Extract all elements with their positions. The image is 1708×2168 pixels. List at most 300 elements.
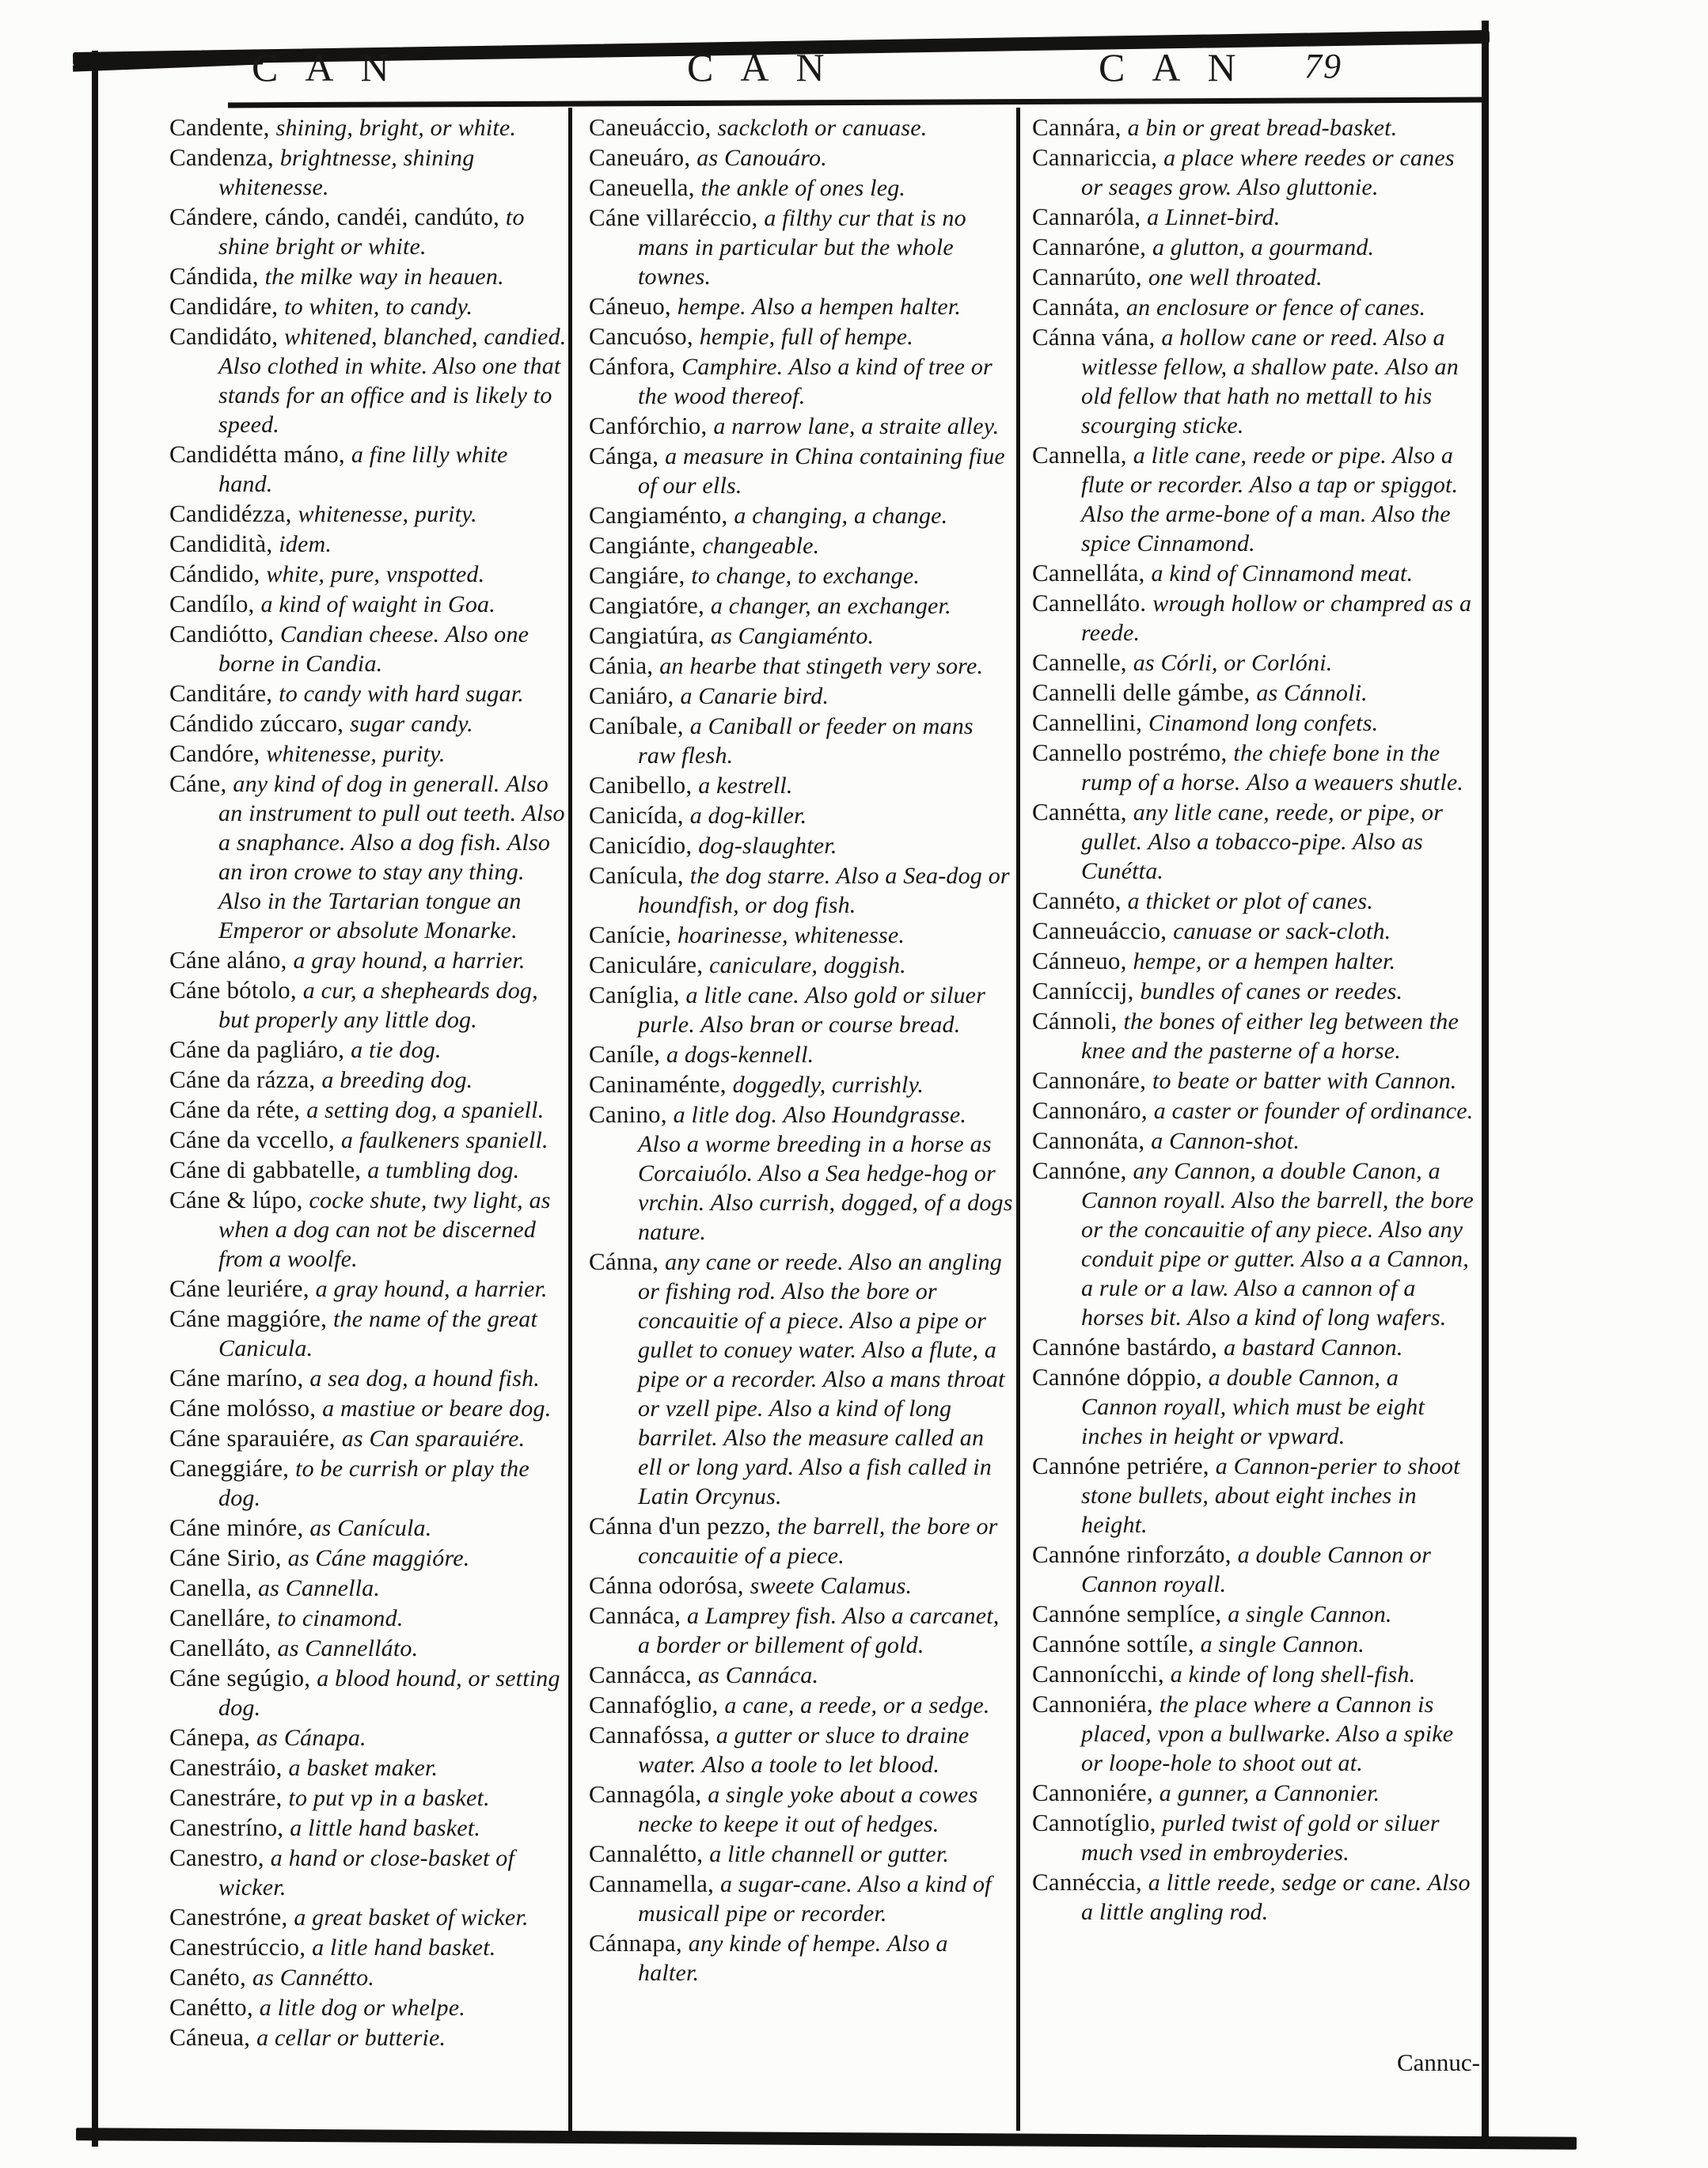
entry-definition: white, pure, vnspotted.: [266, 561, 485, 587]
entry-definition: a gray hound, a harrier.: [315, 1276, 548, 1302]
header-rule: [228, 97, 1483, 108]
dictionary-entry: [1032, 797, 1480, 886]
entry-headword: Cannarúto,: [1032, 263, 1148, 290]
dictionary-entry: [169, 1423, 567, 1453]
entry-definition: the dog starre. Also a Sea-dog or houndfish, or dog fish.: [638, 863, 1010, 918]
entry-definition: as Cannella.: [257, 1575, 381, 1601]
entry-headword: Cánia,: [589, 651, 660, 679]
entry-headword: Cannaróne,: [1032, 233, 1152, 260]
dictionary-entry: [169, 589, 567, 619]
entry-definition: a kinde of long shell-fish.: [1170, 1661, 1416, 1688]
entry-headword: Cannáca,: [589, 1601, 688, 1629]
entry-headword: Cánga,: [589, 442, 666, 469]
entry-headword: Cannóne,: [1032, 1156, 1133, 1184]
dictionary-entry: [169, 559, 567, 589]
dictionary-entry: [169, 1843, 567, 1902]
dictionary-entry: [169, 678, 567, 708]
entry-definition: the place where a Cannon is placed, vpon a bullwarke. Also a spike or loope-hole to shoot out at.: [1081, 1691, 1454, 1776]
dictionary-entry: [589, 1690, 1013, 1720]
entry-headword: Canditáre,: [169, 679, 279, 707]
entry-definition: a blood hound, or setting dog.: [218, 1665, 560, 1721]
dictionary-entry: [169, 975, 567, 1035]
entry-headword: Cáne leuriére,: [169, 1274, 316, 1302]
page-number: 79: [1304, 47, 1342, 85]
page-border-right: [1482, 21, 1489, 2147]
entry-headword: Cannóne semplíce,: [1032, 1600, 1228, 1627]
dictionary-entry: [589, 441, 1013, 500]
entry-definition: the chiefe bone in the rump of a horse. Also a weauers shutle.: [1081, 740, 1464, 795]
entry-headword: Caníglia,: [589, 981, 686, 1008]
entry-headword: Cannellini,: [1032, 708, 1149, 736]
entry-definition: the barrell, the bore or concauitie of a piece.: [638, 1513, 998, 1569]
entry-headword: Canicídio,: [589, 831, 699, 859]
entry-definition: as Cánapa.: [256, 1725, 366, 1751]
dictionary-entry: [1032, 976, 1480, 1006]
entry-definition: a cur, a shepheards dog, but properly any little dog.: [218, 978, 538, 1033]
entry-definition: a little reede, sedge or cane. Also a little angling rod.: [1081, 1870, 1471, 1925]
entry-headword: Cáne segúgio,: [169, 1664, 317, 1691]
dictionary-entry: [169, 1274, 567, 1304]
entry-definition: hempie, full of hempe.: [699, 324, 913, 350]
dictionary-entry: [1032, 738, 1480, 797]
dictionary-entry: [589, 142, 1013, 173]
entry-definition: a sea dog, a hound fish.: [309, 1365, 540, 1392]
entry-headword: Cánnoli,: [1032, 1007, 1124, 1035]
dictionary-entry: [169, 1453, 567, 1513]
entry-definition: bundles of canes or reedes.: [1140, 978, 1403, 1004]
entry-headword: Canície,: [589, 921, 678, 948]
entry-headword: Cannáta,: [1032, 293, 1126, 321]
entry-headword: Cánna,: [589, 1247, 666, 1275]
dictionary-entry: [1032, 322, 1480, 440]
entry-headword: Canníccij,: [1032, 977, 1141, 1004]
entry-headword: Cannelli delle gámbe,: [1032, 678, 1257, 706]
dictionary-entry: [169, 439, 567, 499]
entry-headword: Canino,: [589, 1100, 674, 1128]
dictionary-entry: [589, 1099, 1013, 1247]
entry-headword: Cancuóso,: [589, 322, 700, 350]
dictionary-entry: [169, 261, 567, 291]
entry-definition: as Córli, or Corlóni.: [1133, 650, 1333, 676]
dictionary-entry: [589, 1928, 1013, 1988]
dictionary-entry: [1032, 708, 1480, 738]
entry-definition: a cellar or butterie.: [256, 2025, 446, 2051]
entry-headword: Cannétta,: [1032, 798, 1133, 826]
dictionary-entry: [169, 1633, 567, 1663]
entry-headword: Cannóne bastárdo,: [1032, 1333, 1224, 1361]
entry-definition: as Cannelláto.: [277, 1635, 419, 1661]
entry-definition: idem.: [279, 531, 332, 557]
dictionary-entry: [1032, 1095, 1480, 1126]
entry-definition: Cinamond long confets.: [1148, 710, 1379, 736]
dictionary-entry: [1032, 1659, 1480, 1689]
entry-headword: Canfórchio,: [589, 412, 714, 439]
dictionary-entry: [589, 1069, 1013, 1099]
entry-definition: an enclosure or fence of canes.: [1125, 294, 1426, 321]
dictionary-entry: [169, 1902, 567, 1932]
entry-headword: Cannára,: [1032, 113, 1128, 141]
dictionary-entry: [589, 590, 1013, 621]
dictionary-entry: [169, 202, 567, 261]
entry-definition: a Linnet-bird.: [1147, 204, 1281, 230]
entry-definition: a dogs-kennell.: [666, 1042, 814, 1068]
entry-headword: Canella,: [169, 1574, 258, 1601]
entry-definition: a basket maker.: [288, 1755, 438, 1781]
entry-definition: any cane or reede. Also an angling or fishing rod. Also the bore or concauitie of a piece. Also a pipe or gullet to conuey water. Also a flute, a pipe or a recorder. Also a mans throat or vzell pipe. Also a kind of long barrilet. Also the measure called an ell or long yard. Also a fish called in Latin Orcynus.: [638, 1249, 1005, 1509]
dictionary-entry: [169, 1783, 567, 1813]
dictionary-entry: [1032, 558, 1480, 588]
dictionary-entry: [169, 1035, 567, 1065]
entry-definition: any kinde of hempe. Also a halter.: [638, 1931, 948, 1986]
dictionary-entry: [169, 1962, 567, 1992]
entry-headword: Cannelláto.: [1032, 589, 1153, 617]
entry-definition: a double Cannon or Cannon royall.: [1081, 1542, 1432, 1597]
dictionary-entry: [1032, 1156, 1480, 1332]
dictionary-entry: [1032, 1540, 1480, 1599]
running-head-center: CAN: [687, 45, 852, 89]
entry-definition: the milke way in heauen.: [264, 264, 504, 290]
entry-definition: the name of the great Canicula.: [218, 1306, 538, 1361]
dictionary-entry: [169, 619, 567, 678]
entry-definition: as Cannétto.: [252, 1965, 374, 1991]
entry-definition: whitenesse, purity.: [266, 741, 446, 767]
entry-headword: Cangiatóre,: [589, 591, 711, 619]
entry-headword: Cáne sparauiére,: [169, 1424, 342, 1452]
entry-headword: Caníbale,: [589, 712, 690, 739]
entry-definition: a measure in China containing fiue of our ells.: [638, 443, 1005, 499]
entry-headword: Cándida,: [169, 262, 265, 290]
dictionary-entry: [589, 1600, 1013, 1660]
entry-headword: Cannonáta,: [1032, 1126, 1152, 1154]
dictionary-entry: [589, 860, 1013, 920]
dictionary-entry: [169, 1603, 567, 1633]
dictionary-entry: [169, 112, 567, 142]
dictionary-entry: [589, 1779, 1013, 1839]
entry-headword: Candóre,: [169, 739, 267, 767]
entry-definition: a bin or great bread-basket.: [1127, 115, 1398, 141]
entry-headword: Canestrúccio,: [169, 1933, 313, 1961]
entry-definition: a Caniball or feeder on mans raw flesh.: [638, 713, 974, 769]
entry-headword: Caneggiáre,: [169, 1454, 296, 1482]
entry-definition: a glutton, a gourmand.: [1152, 234, 1375, 260]
entry-definition: a Cannon-shot.: [1151, 1128, 1300, 1154]
dictionary-entry: [1032, 1006, 1480, 1065]
entry-definition: as Cannáca.: [697, 1662, 819, 1688]
dictionary-column-2: [589, 112, 1013, 1988]
dictionary-entry: [589, 530, 1013, 560]
entry-headword: Cannonícchi,: [1032, 1660, 1171, 1688]
entry-headword: Cánna d'un pezzo,: [589, 1512, 778, 1540]
entry-headword: Cannéccia,: [1032, 1868, 1148, 1896]
entry-headword: Cáne da pagliáro,: [169, 1035, 351, 1063]
dictionary-entry: [589, 1660, 1013, 1690]
entry-headword: Cannelle,: [1032, 648, 1133, 676]
entry-definition: a cane, a reede, or a sedge.: [724, 1692, 990, 1718]
dictionary-entry: [1032, 1451, 1480, 1540]
entry-definition: cocke shute, twy light, as when a dog can not be discerned from a woolfe.: [218, 1187, 551, 1272]
entry-headword: Candidáre,: [169, 292, 285, 320]
dictionary-entry: [169, 1393, 567, 1423]
entry-headword: Canestráio,: [169, 1753, 289, 1781]
entry-definition: a tumbling dog.: [367, 1157, 520, 1183]
entry-definition: as Cangiaménto.: [710, 623, 875, 649]
entry-headword: Cáne maggióre,: [169, 1304, 334, 1332]
entry-definition: a litle cane, reede or pipe. Also a flute or recorder. Also a tap or spiggot. Also the arme-bone of a man. Also the spice Cinnamond.: [1081, 442, 1459, 556]
entry-definition: a fine lilly white hand.: [218, 442, 508, 497]
entry-definition: a double Cannon, a Cannon royall, which must be eight inches in height or vpward.: [1081, 1365, 1425, 1449]
entry-headword: Cánepa,: [169, 1723, 257, 1751]
entry-headword: Canneuáccio,: [1032, 917, 1174, 944]
dictionary-entry: [589, 291, 1013, 321]
entry-headword: Cánneuo,: [1032, 947, 1133, 974]
entry-headword: Candidáto,: [169, 322, 285, 350]
column-divider-1: [568, 108, 572, 2131]
entry-definition: a litle dog. Also Houndgrasse. Also a worme breeding in a horse as Corcaiuólo. Also a Sea hedge-hog or vrchin. Also currish, dogged, of a dogs nature.: [638, 1102, 1013, 1245]
entry-headword: Cáne da rázza,: [169, 1065, 322, 1093]
entry-definition: sugar candy.: [350, 711, 473, 737]
entry-headword: Caniáro,: [589, 682, 681, 709]
entry-definition: any Cannon, a double Canon, a Cannon royall. Also the barrell, the bore or the concauitie of any piece. Also any conduit pipe or gutter. Also a a Cannon, a rule or a law. Also a cannon of a horses bit. Also a kind of long wafers.: [1081, 1158, 1474, 1331]
entry-headword: Cangiánte,: [589, 531, 703, 559]
dictionary-entry: [169, 499, 567, 529]
entry-headword: Cáne,: [169, 769, 233, 797]
entry-headword: Cannafóssa,: [589, 1721, 716, 1748]
entry-definition: a filthy cur that is no mans in particular but the whole townes.: [638, 205, 966, 290]
entry-definition: a single yoke about a cowes necke to keepe it out of hedges.: [638, 1782, 978, 1837]
dictionary-entry: [169, 1065, 567, 1095]
dictionary-entry: [589, 321, 1013, 351]
entry-definition: a sugar-cane. Also a kind of musicall pipe or recorder.: [638, 1871, 992, 1927]
entry-definition: a mastiue or beare dog.: [322, 1395, 552, 1422]
entry-definition: a gunner, a Cannonier.: [1159, 1780, 1380, 1806]
entry-headword: Cáne da vccello,: [169, 1126, 341, 1153]
entry-definition: a Lamprey fish. Also a carcanet, a border or billement of gold.: [638, 1603, 1000, 1658]
page-border-bottom: [76, 2128, 1577, 2150]
dictionary-entry: [169, 1663, 567, 1722]
dictionary-entry: [1032, 292, 1480, 322]
dictionary-entry: [1032, 916, 1480, 946]
entry-headword: Cannonáro,: [1032, 1096, 1154, 1124]
entry-headword: Caneuella,: [589, 173, 701, 201]
entry-definition: a litle hand basket.: [312, 1934, 496, 1961]
dictionary-entry: [589, 500, 1013, 530]
entry-definition: Candian cheese. Also one borne in Candia.: [218, 621, 529, 677]
dictionary-entry: [1032, 647, 1480, 678]
entry-headword: Cangiaménto,: [589, 501, 734, 529]
dictionary-entry: [169, 769, 567, 945]
entry-headword: Canéto,: [169, 1963, 252, 1991]
dictionary-entry: [1032, 946, 1480, 976]
catchword: Cannuc-: [1396, 2048, 1480, 2076]
dictionary-entry: [589, 1570, 1013, 1600]
entry-definition: Camphire. Also a kind of tree or the wood thereof.: [638, 354, 993, 409]
entry-headword: Cannoniére,: [1032, 1779, 1160, 1806]
column-divider-2: [1016, 108, 1020, 2131]
entry-headword: Candenza,: [169, 143, 280, 171]
dictionary-entry: [1032, 678, 1480, 708]
dictionary-entry: [1032, 886, 1480, 916]
entry-headword: Cannóne dóppio,: [1032, 1363, 1209, 1391]
dictionary-entry: [169, 738, 567, 769]
dictionary-entry: [169, 291, 567, 321]
entry-headword: Cangiatúra,: [589, 621, 711, 649]
entry-definition: changeable.: [702, 533, 820, 559]
entry-headword: Cáneua,: [169, 2023, 257, 2051]
entry-definition: as Canouáro.: [696, 145, 827, 171]
entry-definition: whitened, blanched, candied. Also clothed in white. Also one that stands for an office and is likely to speed.: [218, 324, 567, 438]
entry-headword: Cáne da réte,: [169, 1095, 307, 1123]
entry-definition: a bastard Cannon.: [1224, 1335, 1403, 1361]
entry-headword: Candidétta máno,: [169, 440, 351, 468]
page-border-left: [92, 51, 98, 2147]
entry-headword: Canicída,: [589, 801, 690, 829]
entry-headword: Canestróne,: [169, 1903, 294, 1931]
dictionary-entry: [1032, 112, 1480, 142]
entry-definition: to be currish or play the dog.: [218, 1456, 529, 1511]
dictionary-entry: [169, 529, 567, 559]
dictionary-entry: [1032, 202, 1480, 232]
entry-headword: Cánna odorósa,: [589, 1571, 750, 1599]
dictionary-entry: [1032, 1599, 1480, 1629]
entry-definition: to whiten, to candy.: [284, 294, 473, 320]
entry-headword: Candílo,: [169, 590, 261, 617]
entry-definition: a hand or close-basket of wicker.: [218, 1845, 514, 1900]
entry-definition: hoarinesse, whitenesse.: [677, 922, 905, 948]
entry-headword: Cánna vána,: [1032, 323, 1162, 351]
dictionary-entry: [589, 770, 1013, 800]
dictionary-entry: [169, 708, 567, 738]
dictionary-entry: [589, 1039, 1013, 1069]
dictionary-entry: [589, 1869, 1013, 1928]
entry-definition: to beate or batter with Cannon.: [1152, 1068, 1457, 1094]
dictionary-entry: [589, 411, 1013, 441]
dictionary-entry: [169, 1992, 567, 2022]
dictionary-entry: [589, 560, 1013, 590]
entry-definition: a faulkeners spaniell.: [340, 1127, 548, 1153]
entry-headword: Cannóne sottíle,: [1032, 1630, 1201, 1657]
dictionary-entry: [169, 1513, 567, 1543]
dictionary-column-1: [169, 112, 567, 2052]
dictionary-entry: [1032, 1065, 1480, 1095]
dictionary-entry: [169, 1185, 567, 1274]
dictionary-entry: [589, 1839, 1013, 1869]
entry-headword: Candente,: [169, 113, 276, 141]
entry-headword: Canestríno,: [169, 1813, 290, 1841]
dictionary-entry: [1032, 1778, 1480, 1808]
entry-definition: to change, to exchange.: [691, 563, 920, 589]
entry-definition: a Canarie bird.: [680, 683, 829, 709]
entry-headword: Cándido,: [169, 560, 267, 587]
entry-definition: a single Cannon.: [1228, 1601, 1392, 1627]
dictionary-entry: [169, 1155, 567, 1185]
entry-headword: Canestráre,: [169, 1783, 289, 1811]
entry-headword: Caninaménte,: [589, 1070, 733, 1098]
entry-definition: a gutter or sluce to draine water. Also a toole to let blood.: [638, 1722, 970, 1778]
dictionary-entry: [589, 621, 1013, 651]
entry-headword: Cáne & lúpo,: [169, 1186, 309, 1213]
entry-definition: a thicket or plot of canes.: [1127, 888, 1373, 914]
entry-definition: to candy with hard sugar.: [279, 681, 524, 707]
entry-definition: as Cáne maggióre.: [287, 1545, 470, 1571]
entry-headword: Candiótto,: [169, 620, 280, 647]
dictionary-entry: [589, 711, 1013, 770]
dictionary-entry: [589, 681, 1013, 711]
entry-definition: canuase or sack-cloth.: [1173, 918, 1391, 944]
entry-definition: a tie dog.: [351, 1037, 442, 1063]
entry-headword: Cánnapa,: [589, 1929, 689, 1957]
dictionary-entry: [169, 1752, 567, 1783]
entry-headword: Cannalétto,: [589, 1840, 710, 1867]
dictionary-entry: [169, 1573, 567, 1603]
entry-headword: Cannácca,: [589, 1661, 698, 1688]
dictionary-entry: [1032, 142, 1480, 202]
entry-definition: hempe, or a hempen halter.: [1133, 948, 1396, 974]
entry-definition: as Cánnoli.: [1256, 680, 1368, 706]
entry-definition: a little hand basket.: [290, 1815, 481, 1841]
entry-headword: Canícula,: [589, 861, 690, 889]
entry-definition: the ankle of ones leg.: [700, 175, 906, 201]
entry-definition: an hearbe that stingeth very sore.: [659, 653, 984, 679]
dictionary-entry: [169, 945, 567, 975]
entry-headword: Cannoniéra,: [1032, 1690, 1160, 1718]
entry-definition: a kind of Cinnamond meat.: [1151, 560, 1414, 587]
entry-headword: Caniculáre,: [589, 951, 710, 978]
dictionary-entry: [1032, 1332, 1480, 1362]
entry-headword: Caneuáro,: [589, 143, 697, 171]
dictionary-entry: [589, 830, 1013, 860]
entry-headword: Cándido zúccaro,: [169, 709, 351, 737]
entry-headword: Cannaróla,: [1032, 203, 1148, 230]
dictionary-entry: [589, 1511, 1013, 1570]
dictionary-entry: [169, 1932, 567, 1962]
entry-headword: Cáne di gabbatelle,: [169, 1156, 368, 1183]
dictionary-entry: [1032, 232, 1480, 262]
entry-definition: a dog-killer.: [689, 803, 807, 829]
entry-headword: Cáneuo,: [589, 292, 678, 320]
dictionary-entry: [1032, 1629, 1480, 1659]
entry-definition: the bones of either leg between the knee and the pasterne of a horse.: [1081, 1008, 1459, 1064]
entry-headword: Canelláto,: [169, 1634, 278, 1661]
dictionary-entry: [169, 1304, 567, 1363]
dictionary-entry: [1032, 1867, 1480, 1927]
entry-definition: a litle channell or gutter.: [709, 1841, 950, 1867]
dictionary-entry: [169, 1095, 567, 1125]
entry-definition: a Cannon-perier to shoot stone bullets, about eight inches in height.: [1081, 1453, 1460, 1538]
dictionary-entry: [1032, 262, 1480, 292]
entry-headword: Cáne minóre,: [169, 1513, 310, 1541]
dictionary-entry: [1032, 1362, 1480, 1451]
entry-definition: a single Cannon.: [1200, 1631, 1365, 1657]
dictionary-entry: [589, 920, 1013, 950]
entry-headword: Cáne aláno,: [169, 946, 294, 974]
entry-definition: a breeding dog.: [321, 1067, 473, 1093]
dictionary-entry: [169, 1722, 567, 1752]
dictionary-entry: [589, 950, 1013, 980]
entry-definition: a caster or founder of ordinance.: [1153, 1098, 1474, 1124]
dictionary-entry: [589, 1720, 1013, 1779]
dictionary-entry: [589, 173, 1013, 203]
entry-headword: Cándere, cándo, candéi, candúto,: [169, 203, 506, 230]
entry-definition: a place where reedes or canes or seages grow. Also gluttonie.: [1081, 145, 1455, 200]
entry-headword: Cáne molósso,: [169, 1394, 323, 1422]
entry-definition: doggedly, currishly.: [732, 1072, 924, 1098]
entry-headword: Cannamella,: [589, 1870, 720, 1897]
dictionary-column-3: [1032, 112, 1480, 1927]
dictionary-entry: [169, 1543, 567, 1573]
entry-headword: Cánfora,: [589, 352, 682, 380]
entry-headword: Cannagóla,: [589, 1780, 708, 1808]
entry-definition: a litle dog or whelpe.: [259, 1995, 465, 2021]
